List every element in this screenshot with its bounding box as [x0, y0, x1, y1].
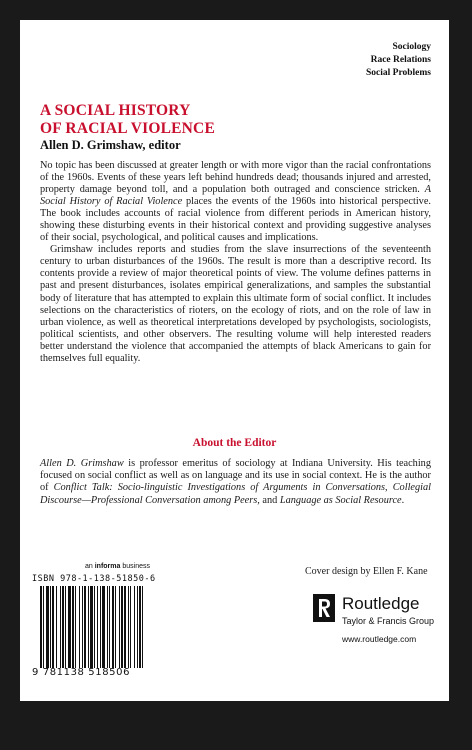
book-collegial-discourse: Collegial Discourse—Professional Conversation among Peers: [40, 482, 432, 506]
back-cover: [20, 20, 449, 701]
subject-categories: [366, 41, 431, 80]
editor-name: Allen D. Grimshaw: [40, 458, 124, 469]
barcode-block: [32, 563, 192, 683]
subject-social-problems: Social Problems: [365, 68, 431, 78]
cover-credit: Cover design by Ellen F. Kane: [305, 566, 428, 577]
book-title-italic: A Social History of Racial Violence: [40, 184, 431, 208]
description-paragraph-2: Grimshaw includes reports and studies from the slave insurrections of the seventeenth century to urban disturbances of the 1960s. The result is more than a descriptive record. Its contents provide a review of major theoretical points of view. The volume defines patterns in past and present disturbances, isolates empirical generalizations, and samples the substantial body of literature that has attempted to explain this ultimate form of social conflict. It includes selections on the characteristics of rioters, on the ecology of riots, and on the role of law in urban violence, as well as theoretical interpretations developed by psychologists, sociologists, political scientists, and other observers. The resulting volume will help interested readers better understand the violence that accompanied the attempts of black Americans to gain for themselves full equality.: [40, 244, 431, 364]
subject-sociology: Sociology: [392, 42, 431, 52]
publisher-url[interactable]: www.routledge.com: [342, 634, 417, 644]
about-editor-text: Allen D. Grimshaw is professor emeritus of sociology at Indiana University. His teaching focused on social conflict as well as on language and its use in social context. He is the author of Conflict Talk: Socio-linguistic Investigations of Arguments in Conversations, Collegial Discourse—Professional Conversation among Peers, and Language as Social Resource.: [40, 458, 432, 506]
description-paragraph-1: No topic has been discussed at greater length or with more vigor than the racial confrontations of the 1960s. Events of these years left behind hundreds dead; thousands injured and arrested, property damage beyond toll, and a population both outraged and conscience stricken. A Social History of Racial Violence places the events of the 1960s into historical perspective. The book includes accounts of racial violence from different periods in American history, showing these disturbing events in their historical context and providing suggestive analyses of their social, psychological, and political causes and implications.: [40, 160, 431, 244]
editor-line: Allen D. Grimshaw, editor: [40, 138, 181, 152]
description: [40, 160, 431, 365]
book-language-social-resource: Language as Social Resource: [279, 494, 402, 506]
barcode-icon: [40, 586, 190, 668]
book-title: [40, 102, 215, 138]
routledge-logo-icon: [313, 594, 335, 622]
title-line-1: A SOCIAL HISTORY: [40, 102, 191, 119]
subject-race-relations: Race Relations: [370, 55, 431, 65]
publisher-group: Taylor & Francis Group: [342, 616, 435, 626]
barcode-number: 9 781138 518506: [32, 667, 131, 678]
title-line-2: OF RACIAL VIOLENCE: [40, 120, 215, 137]
about-editor-heading: About the Editor: [192, 437, 277, 449]
book-conflict-talk: Conflict Talk: Socio-linguistic Investigations of Arguments in Conversations: [53, 482, 386, 494]
publisher-name: Routledge: [342, 594, 420, 613]
informa-brand: informa: [94, 563, 121, 570]
informa-label: an informa business: [85, 563, 150, 570]
isbn-text: ISBN 978-1-138-51850-6: [32, 574, 156, 584]
